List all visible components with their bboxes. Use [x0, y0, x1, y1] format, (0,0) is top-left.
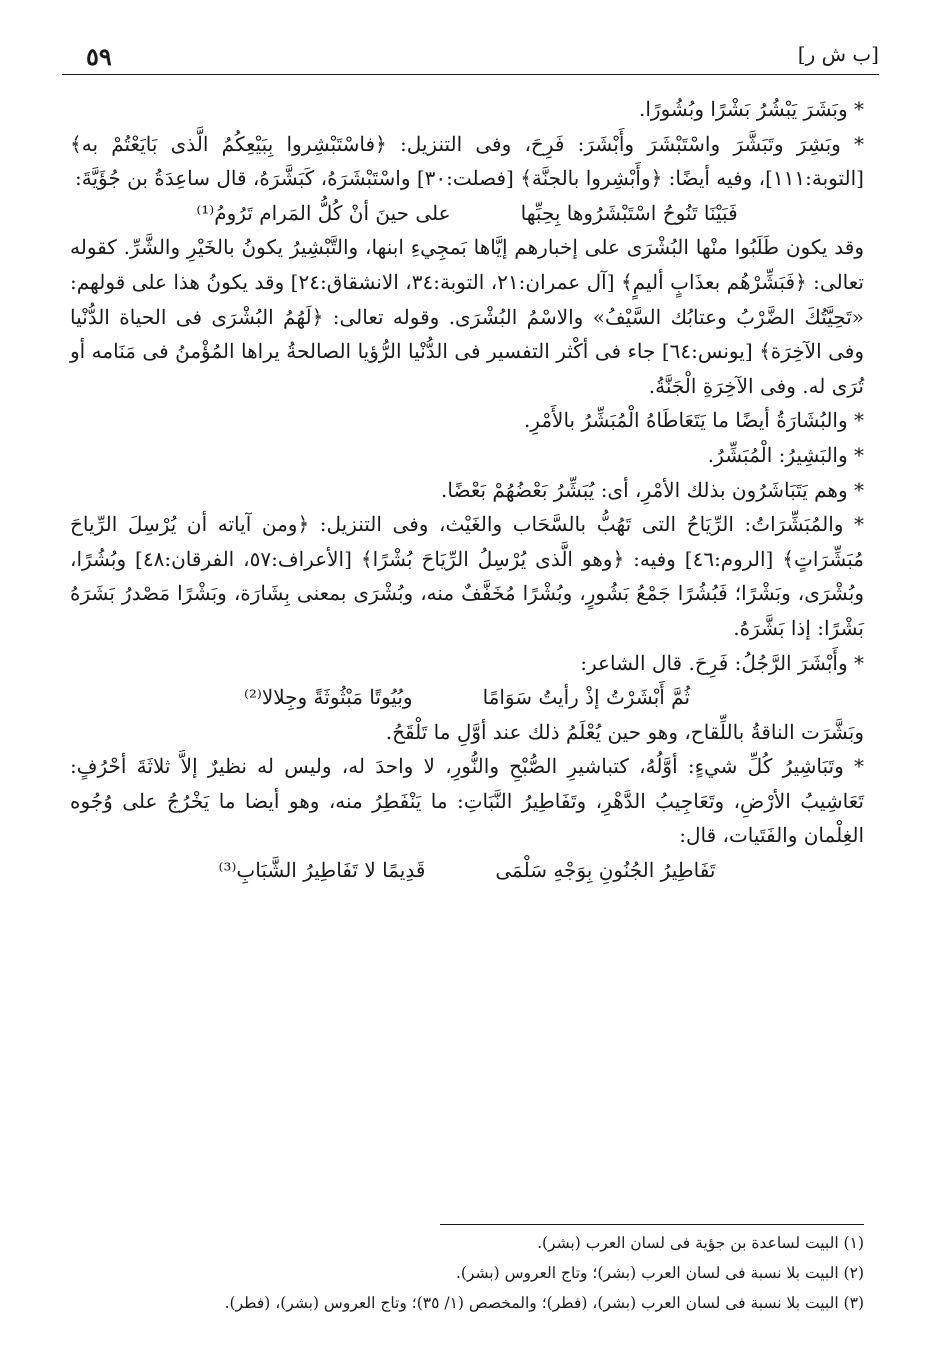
verse-hemistich-left: على حينَ أنْ كُلُّ المَرام تَرُومُ⁽¹⁾ — [196, 200, 451, 225]
main-text — [70, 92, 864, 888]
verse-line — [70, 680, 864, 715]
verse-hemistich-right: فَبَيْنَا تَنُوحُ اسْتَبْشَرُوها بِحِبِّها — [520, 200, 738, 225]
footnote: (٣) البيت بلا نسبة فى لسان العرب (بشر)، (فطر)؛ والمخصص (١/ ٣٥)؛ وتاج العروس (بشر)، (فطر). — [224, 1294, 864, 1312]
paragraph: * وبَشَرَ يَبْشُرُ بَشْرًا وبُشُورًا. — [639, 97, 864, 121]
paragraph: وقد يكون طَلَبُوا منْها البُشْرَى على إخبارهم إيَّاها بَمجِيءِ ابنها، والتَّبْشِيرُ يكونُ بالخَيْرِ والشَّرِّ. كقوله تعالى: ﴿فَبَشِّرْهُم بعذَابٍ أليمٍ﴾ [آل عمران:٢١، التوبة:٣٤، الانشقاق:٢٤] وقد يكونُ هذا على قولهم: «تَحِيَّتُكَ الضَّرْبُ وعتابُك السَّيْفُ» والاسْمُ البُشْرَى. وقوله تعالى: ﴿لَهُمُ البُشْرَى فى الحياة الدُّنْيا وفى الآخِرَة﴾ [يونس:٦٤] جاء فى أكْثر التفسير فى الدُّنْيا الرُّؤيا الصالحةُ يراها المُؤْمنُ فى مَنَامه أو تُرَى له. وفى الآخِرَةِ الْجَنَّةُ. — [70, 235, 864, 398]
footnote-divider — [440, 1224, 864, 1225]
paragraph: وبَشَّرَت الناقةُ باللِّقاح، وهو حين يُعْلَمُ ذلك عند أوَّلِ ما تَلْقَحُ. — [385, 719, 864, 744]
paragraph: * وأَبْشَرَ الرَّجُلُ: فَرِحَ. قال الشاعر: — [580, 650, 864, 675]
verse-hemistich-left: قَدِيمًا لا تَفَاطِيرُ الشَّبَابِ⁽³⁾ — [218, 858, 426, 883]
page-header — [62, 38, 879, 75]
verse-line — [70, 196, 864, 231]
paragraph: * وتَبَاشِيرُ كُلِّ شيءٍ: أوَّلُهُ، كتباشيرِ الصُّبْحِ والنُّورِ، لا واحدَ له، وليس له نظيرٌ إلاَّ ثلاثَةَ أحْرُفٍ: تَعَاشِيبُ الأرْضِ، وتَعَاجِيبُ الدَّهْرِ، وتَفَاطِيرُ النَّبَاتِ: ما يَنْفَطِرُ منه، وهو أيضا ما يَخْرُجُ على وُجُوه الغِلْمان والفَتَيات، قال: — [70, 754, 864, 848]
verse-line — [70, 853, 864, 888]
footnote: (١) البيت لساعدة بن جؤية فى لسان العرب (بشر). — [537, 1234, 864, 1252]
verse-hemistich-left: وبُيُوتًا مَبْثُوثَةً وجِلالا⁽²⁾ — [243, 685, 413, 710]
page-number: ٥٩ — [86, 42, 112, 71]
paragraph: * والمُبَشِّرَاتُ: الرِّيَاحُ التى تَهُبُّ بالسَّحَاب والغَيْث، وفى التنزيل: ﴿ومن آياته أن يُرْسِلَ الرِّياحَ مُبَشِّرَاتٍ﴾ [الروم:٤٦] وفيه: ﴿وهو الَّذى يُرْسِلُ الرِّيَاحَ بُشْرًا﴾ [الأعراف:٥٧، الفرقان:٤٨] وبُشُرًا، وبُشْرَى، وبَشْرًا؛ فَبُشُرًا جَمْعُ بَشُورٍ، وبُشْرًا مُخَفَّفٌ منه، وبُشْرَى بمعنى بِشَارَة، وبَشْرًا مَصْدرُ بَشَرَهُ بَشْرًا: إذا بَشَّرَهُ. — [70, 512, 865, 640]
footnotes — [80, 1228, 864, 1318]
verse-hemistich-right: تَفَاطِيرُ الجُنُونِ بِوَجْهِ سَلْمَى — [495, 858, 716, 883]
verse-hemistich-right: ثُمَّ أَبْشَرْتُ إذْ رأيتُ سَوَامًا — [482, 685, 691, 710]
running-head: [ب ش ر] — [797, 42, 879, 66]
paragraph: * وهم يَتَبَاشَرُون بذلك الأمْرِ، أى: يُبَشِّرُ بَعْضُهُمْ بَعْضًا. — [441, 477, 864, 502]
paragraph: * والبُشَارَةُ أيضًا ما يَتَعَاطَاهُ الْمُبَشِّرُ بالأَمْرِ. — [523, 408, 864, 433]
paragraph: * والبَشِيرُ: الْمُبَشِّرُ. — [707, 442, 864, 467]
paragraph: * وبَشِرَ وتَبَشَّرَ واسْتَبْشَرَ وأَبْشَرَ: فَرِحَ، وفى التنزيل: ﴿فاسْتَبْشِروا بِبَيْعِكُمُ الَّذى بَايَعْتُمْ به﴾ [التوبة:١١١]، وفيه أيضًا: ﴿وأَبْشِروا بالجنَّة﴾ [فصلت:٣٠] واسْتَبْشَرَهُ، كَبَشَّرَهُ، قال ساعِدَةُ بن جُؤَيَّةَ: — [70, 131, 864, 191]
footnote: (٢) البيت بلا نسبة فى لسان العرب (بشر)؛ وتاج العروس (بشر). — [455, 1264, 864, 1282]
